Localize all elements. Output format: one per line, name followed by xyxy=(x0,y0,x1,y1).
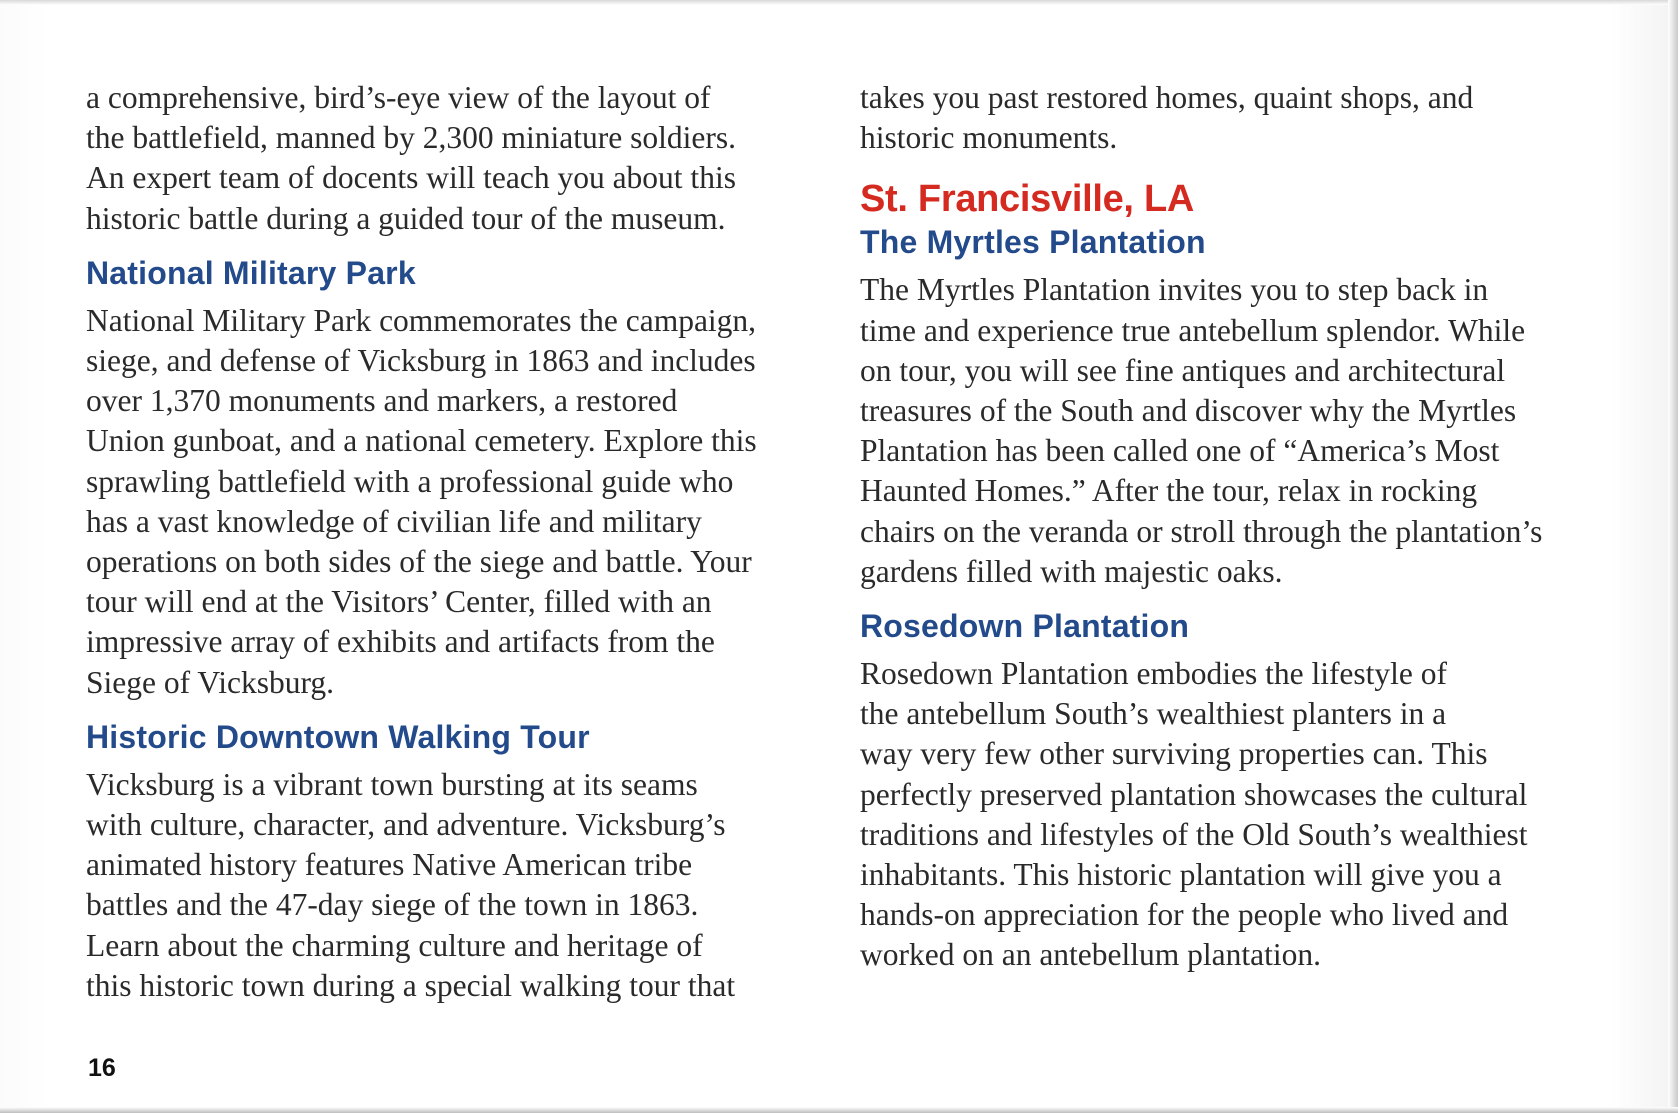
page-number: 16 xyxy=(88,1054,116,1082)
myrtles-plantation-heading: The Myrtles Plantation xyxy=(860,224,1206,261)
right-column xyxy=(860,78,1600,976)
walking-tour-paragraph: Vicksburg is a vibrant town bursting at its seams with culture, character, and adventure. Vicksburg’s animated history features Native American tribe battles and the 47-day siege of the town in 1863. Learn about the charming culture and heritage of this historic town during a special walking tour that xyxy=(86,766,736,1003)
rosedown-plantation-heading: Rosedown Plantation xyxy=(860,608,1190,645)
location-heading: St. Francisville, LA xyxy=(860,178,1194,221)
left-column xyxy=(86,78,826,1006)
page-top-edge xyxy=(0,0,1678,5)
rosedown-plantation-paragraph: Rosedown Plantation embodies the lifestyle of the antebellum South’s wealthiest planters in a way very few other surviving properties can. This perfectly preserved plantation showcases the cultural traditions and lifestyles of the Old South’s wealthiest inhabitants. This historic plantation will give you a hands-on appreciation for the people who lived and worked on an antebellum plantation. xyxy=(860,656,1528,973)
walking-tour-continuation: takes you past restored homes, quaint shops, and historic monuments. xyxy=(860,80,1474,156)
walking-tour-heading: Historic Downtown Walking Tour xyxy=(86,718,590,755)
national-military-park-paragraph: National Military Park commemorates the campaign, siege, and defense of Vicksburg in 1863 and includes over 1,370 monuments and markers, a restored Union gunboat, and a national cemetery. Explore this sprawling battlefield with a professional guide who has a vast knowledge of civilian life and military operations on both sides of the siege and battle. Your tour will end at the Visitors’ Center, filled with an impressive array of exhibits and artifacts from the Siege of Vicksburg. xyxy=(86,302,757,700)
page-bottom-edge xyxy=(0,1107,1678,1113)
page-right-edge xyxy=(1668,0,1678,1113)
museum-intro-paragraph: a comprehensive, bird’s-eye view of the layout of the battlefield, manned by 2,300 miniature soldiers. An expert team of docents will teach you about this historic battle during a guided tour of the museum. xyxy=(86,80,736,236)
myrtles-plantation-paragraph: The Myrtles Plantation invites you to step back in time and experience true antebellum splendor. While on tour, you will see fine antiques and architectural treasures of the South and discover why the Myrtles Plantation has been called one of “America’s Most Haunted Homes.” After the tour, relax in rocking chairs on the veranda or stroll through the plantation’s gardens filled with majestic oaks. xyxy=(860,272,1543,589)
national-military-park-heading: National Military Park xyxy=(86,254,416,291)
